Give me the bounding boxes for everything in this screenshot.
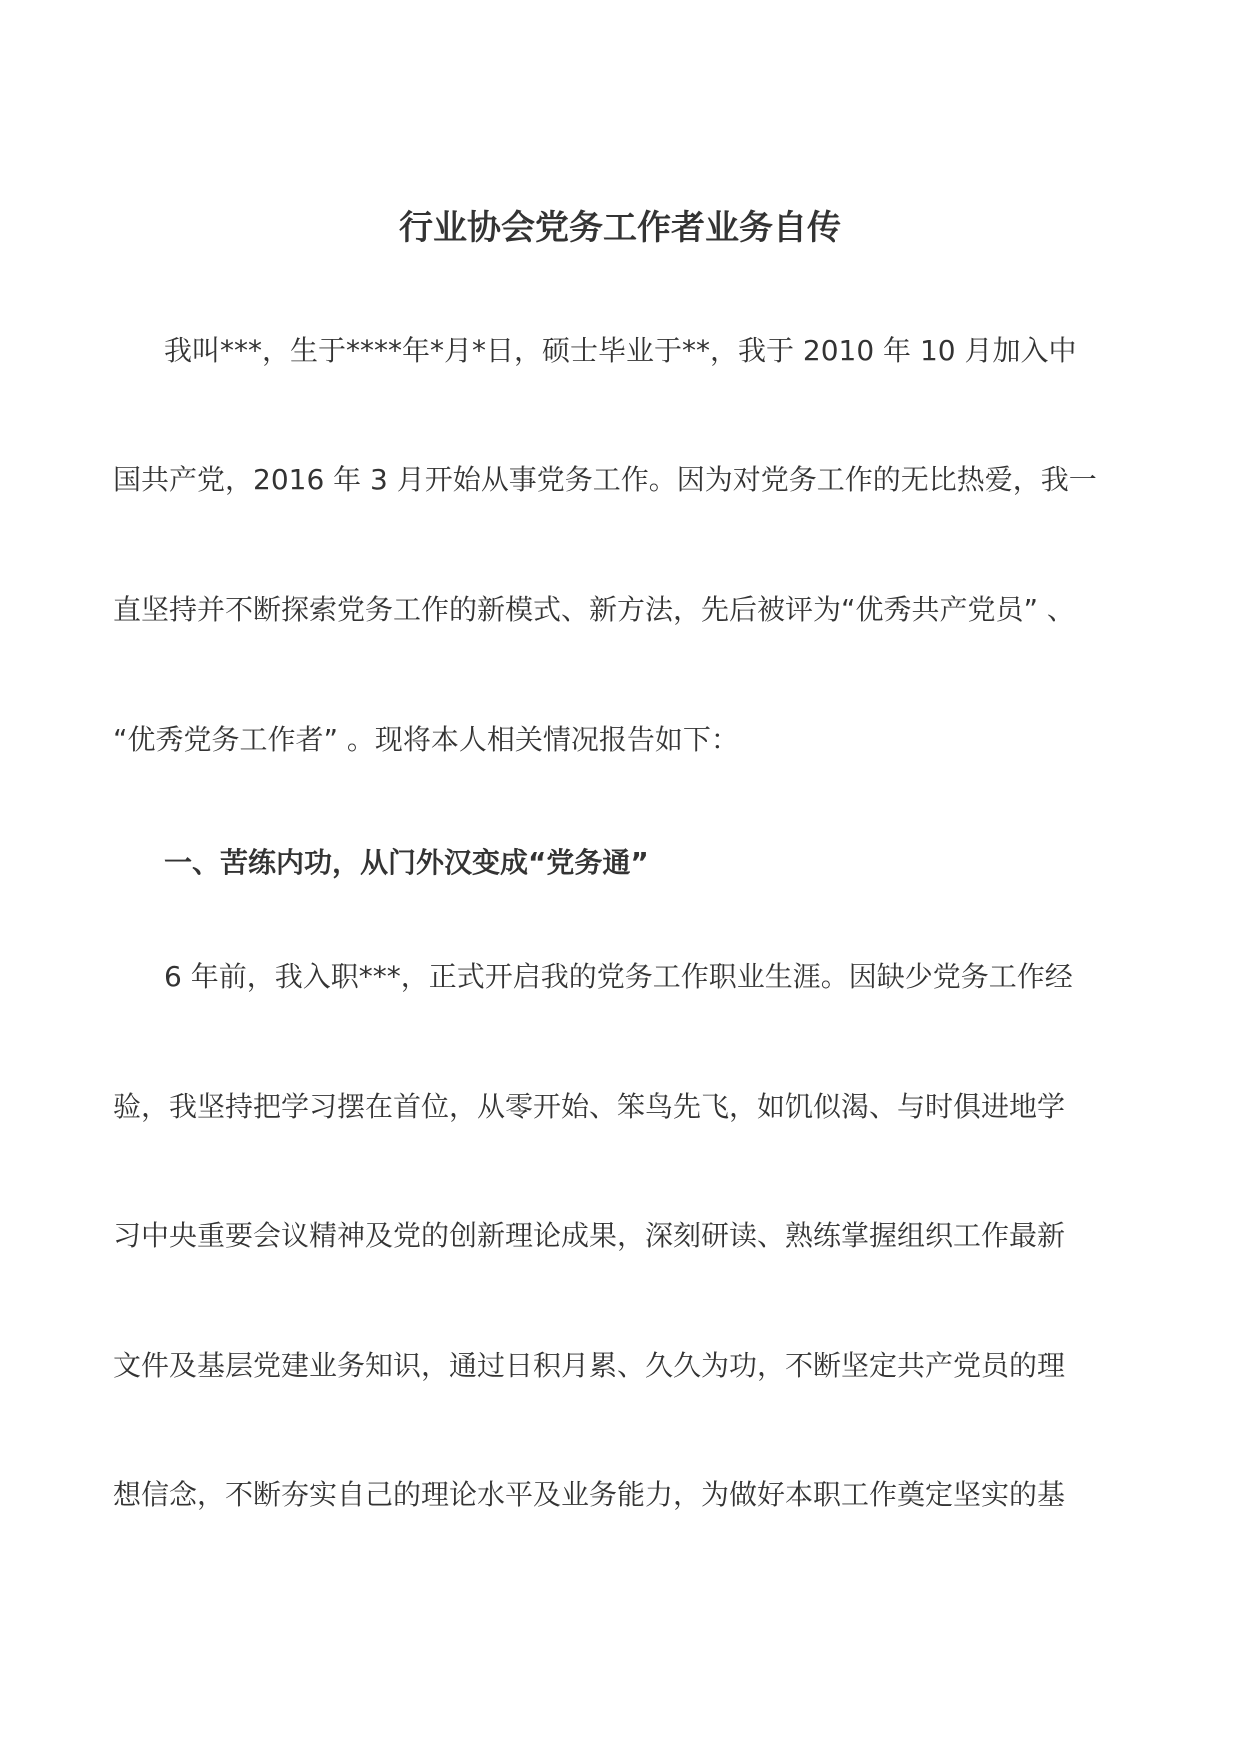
paragraph-line: 直坚持并不断探索党务工作的新模式、新方法，先后被评为“优秀共产党员” 、 bbox=[113, 593, 1075, 626]
paragraph-line: 国共产党，2016 年 3 月开始从事党务工作。因为对党务工作的无比热爱，我一 bbox=[113, 463, 1097, 496]
paragraph-line: 习中央重要会议精神及党的创新理论成果，深刻研读、熟练掌握组织工作最新 bbox=[113, 1219, 1066, 1252]
paragraph-line: 6 年前，我入职***，正式开启我的党务工作职业生涯。因缺少党务工作经 bbox=[164, 960, 1073, 993]
paragraph-line: 想信念，不断夯实自己的理论水平及业务能力，为做好本职工作奠定坚实的基 bbox=[113, 1478, 1066, 1511]
paragraph-line: 我叫***，生于****年*月*日，硕士毕业于**，我于 2010 年 10 月加入中 bbox=[164, 334, 1077, 367]
section-heading: 一、苦练内功，从门外汉变成“党务通” bbox=[164, 846, 649, 879]
paragraph-line: 文件及基层党建业务知识，通过日积月累、久久为功，不断坚定共产党员的理 bbox=[113, 1349, 1066, 1382]
paragraph-line: “优秀党务工作者” 。现将本人相关情况报告如下： bbox=[113, 723, 739, 756]
document-title: 行业协会党务工作者业务自传 bbox=[399, 208, 841, 248]
paragraph-line: 验，我坚持把学习摆在首位，从零开始、笨鸟先飞，如饥似渴、与时俱进地学 bbox=[113, 1090, 1066, 1123]
